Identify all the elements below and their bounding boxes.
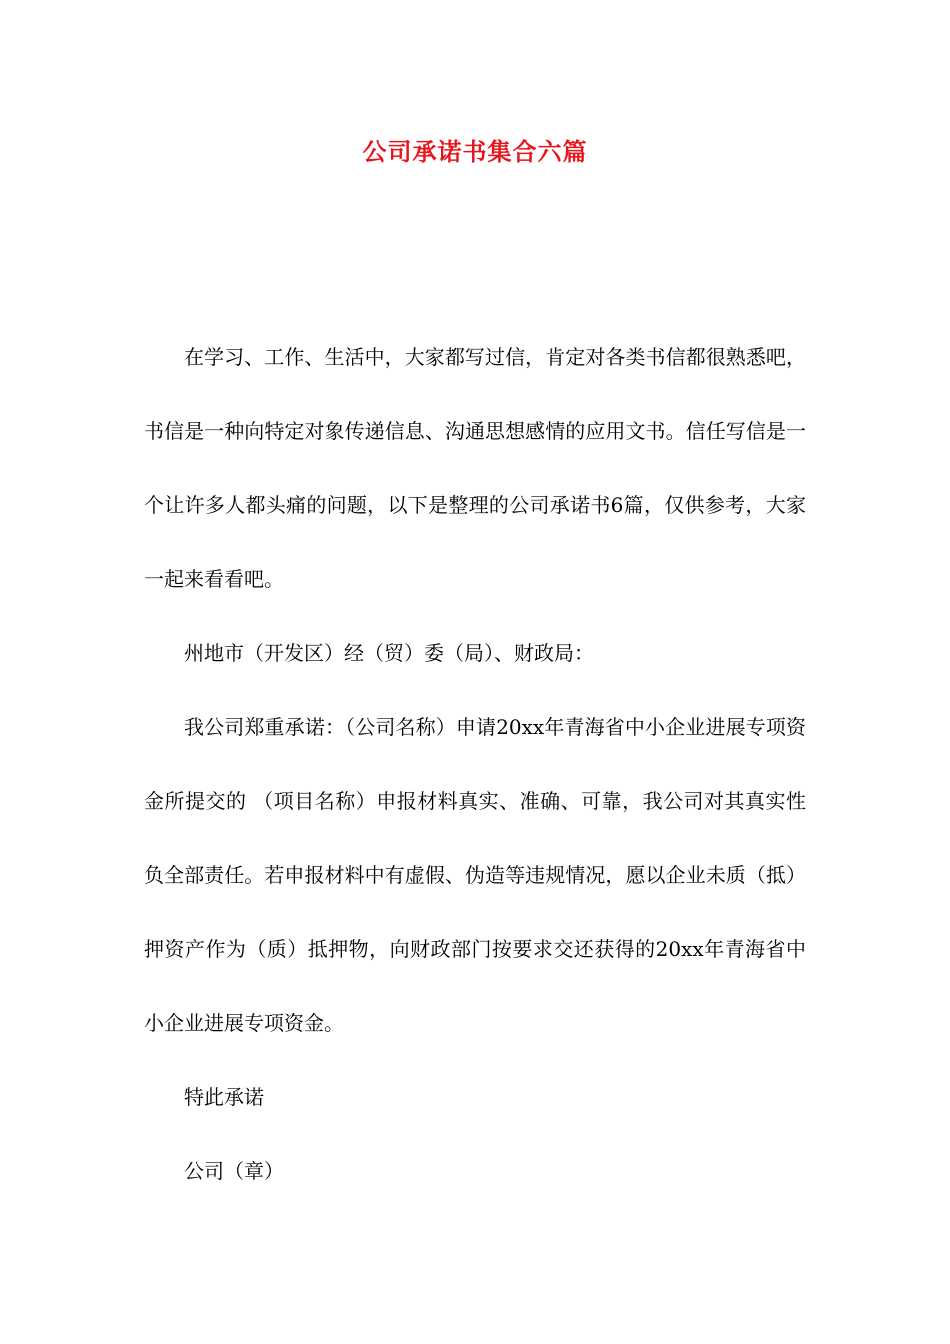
signature-line: 公司（章） <box>184 1159 284 1183</box>
document-body <box>144 320 806 1208</box>
document-title: 公司承诺书集合六篇 <box>362 137 588 166</box>
commitment-paragraph: 我公司郑重承诺：（公司名称）申请20xx年青海省中小企业进展专项资金所提交的 （项目名称）申报材料真实、准确、可靠，我公司对其真实性负全部责任。若申报材料中有虚假、伪造等违规情况，愿以企业未质（抵）押资产作为（质）抵押物，向财政部门按要求交还获得的20xx年青海省中小企业进展专项资金。 <box>144 715 806 1035</box>
addressee-line: 州地市（开发区）经（贸）委（局）、财政局： <box>184 641 594 665</box>
intro-paragraph: 在学习、工作、生活中，大家都写过信，肯定对各类书信都很熟悉吧，书信是一种向特定对象传递信息、沟通思想感情的应用文书。信任写信是一个让许多人都头痛的问题，以下是整理的公司承诺书6篇，仅供参考，大家一起来看看吧。 <box>144 345 806 591</box>
closing-line: 特此承诺 <box>184 1085 264 1109</box>
